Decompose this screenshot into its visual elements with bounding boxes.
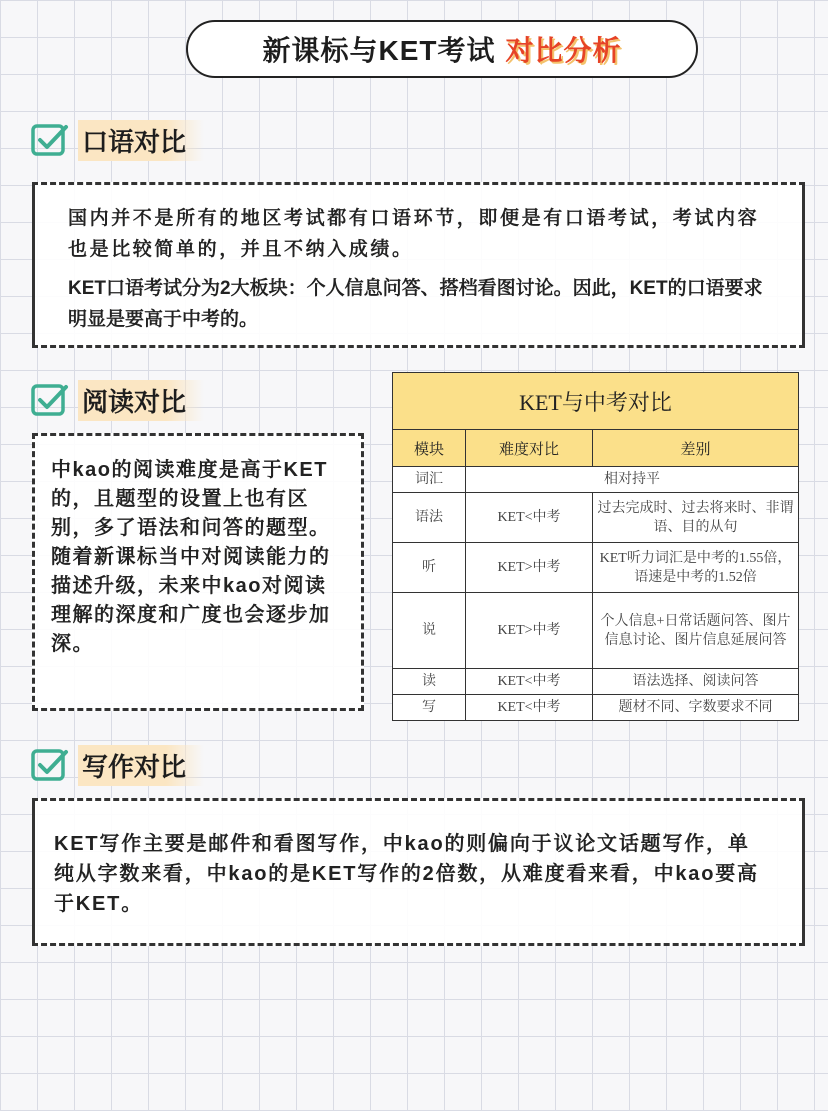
table-cell-module: 写 — [393, 695, 466, 721]
section-heading-writing — [30, 745, 204, 786]
table-cell-difficulty: KET<中考 — [466, 669, 593, 695]
table-row — [393, 467, 799, 493]
writing-paragraph-1: KET写作主要是邮件和看图写作，中kao的则偏向于议论文话题写作，单纯从字数来看，中kao的是KET写作的2倍数，从难度看来看，中kao要高于KET。 — [54, 833, 759, 915]
table-cell-diff: 个人信息+日常话题问答、图片信息讨论、图片信息延展问答 — [593, 593, 799, 669]
section-heading-label: 阅读对比 — [78, 380, 204, 421]
speaking-paragraph-2: KET口语考试分为2大板块：个人信息问答、搭档看图讨论。因此，KET的口语要求明显是要高于中考的。 — [68, 278, 763, 330]
table-cell-difficulty: KET>中考 — [466, 543, 593, 593]
speaking-paragraph-1: 国内并不是所有的地区考试都有口语环节，即便是有口语考试，考试内容也是比较简单的，并且不纳入成绩。 — [68, 208, 760, 260]
table-cell-diff: 语法选择、阅读问答 — [593, 669, 799, 695]
table-cell-module: 说 — [393, 593, 466, 669]
table-row — [393, 543, 799, 593]
table-row — [393, 493, 799, 543]
section-heading-label: 写作对比 — [78, 745, 204, 786]
table-cell-difficulty: KET<中考 — [466, 695, 593, 721]
page-title — [186, 20, 698, 78]
table-header-row — [393, 430, 799, 467]
table-row — [393, 593, 799, 669]
title-highlight: 对比分析 — [505, 35, 622, 66]
table-header-difficulty: 难度对比 — [466, 430, 593, 467]
table-cell-module: 词汇 — [393, 467, 466, 493]
table-cell-module: 听 — [393, 543, 466, 593]
comparison-table — [392, 372, 799, 721]
reading-paragraph-1: 中kao的阅读难度是高于KET的，且题型的设置上也有区别，多了语法和问答的题型。 — [51, 459, 331, 539]
check-icon — [30, 381, 70, 421]
table-cell-difficulty: KET>中考 — [466, 593, 593, 669]
table-cell-diff: 题材不同、字数要求不同 — [593, 695, 799, 721]
table-header-module: 模块 — [393, 430, 466, 467]
table-cell-module: 语法 — [393, 493, 466, 543]
check-icon — [30, 746, 70, 786]
table-cell-module: 读 — [393, 669, 466, 695]
section-heading-reading — [30, 380, 204, 421]
section-heading-label: 口语对比 — [78, 120, 204, 161]
table-cell-merged: 相对持平 — [466, 467, 799, 493]
reading-paragraph-2: 随着新课标当中对阅读能力的描述升级，未来中kao对阅读理解的深度和广度也会逐步加深。 — [51, 546, 331, 655]
table-header-diff: 差别 — [593, 430, 799, 467]
table-title: KET与中考对比 — [393, 373, 799, 430]
table-row — [393, 669, 799, 695]
writing-box — [32, 798, 805, 946]
table-cell-diff: KET听力词汇是中考的1.55倍，语速是中考的1.52倍 — [593, 543, 799, 593]
check-icon — [30, 121, 70, 161]
table-cell-difficulty: KET<中考 — [466, 493, 593, 543]
table-cell-diff: 过去完成时、过去将来时、非谓语、目的从句 — [593, 493, 799, 543]
reading-box — [32, 433, 364, 711]
table-row — [393, 695, 799, 721]
section-heading-speaking — [30, 120, 204, 161]
speaking-box — [32, 182, 805, 348]
title-main: 新课标与KET考试 — [262, 35, 496, 66]
